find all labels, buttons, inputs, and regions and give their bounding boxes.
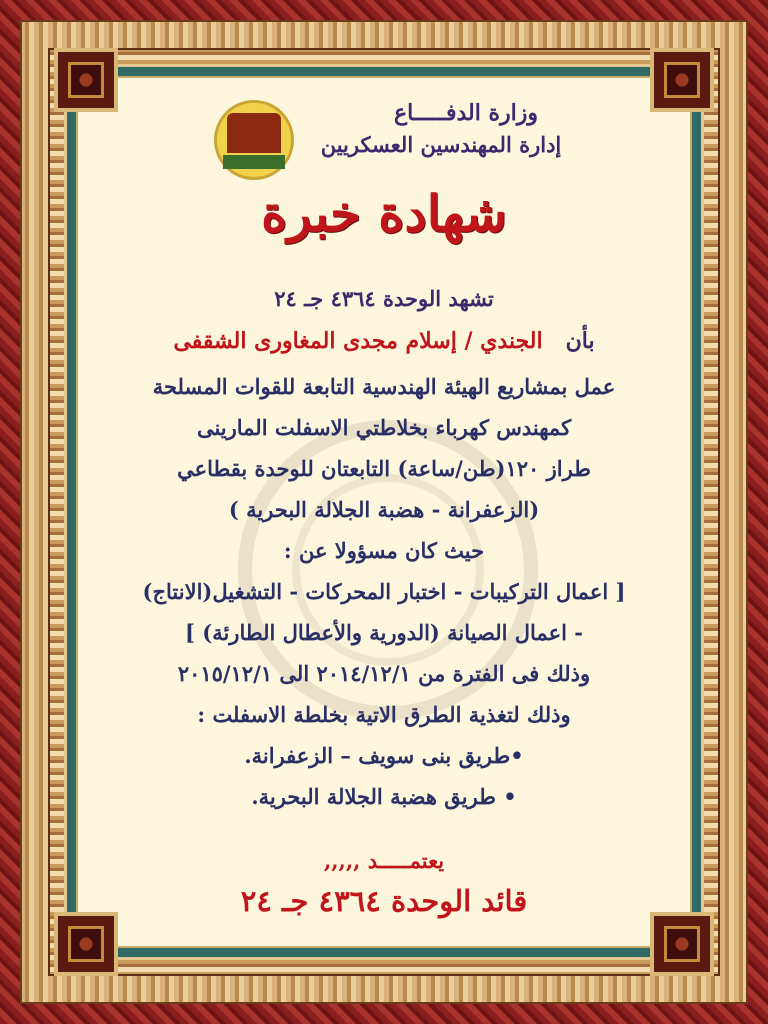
endorsement: يعتمـــــد ,,,,, (323, 848, 445, 873)
certificate-body (76, 366, 692, 817)
soldier-line (76, 328, 692, 354)
body-line: •طريق بنى سويف – الزعفرانة. (244, 743, 524, 768)
body-line: وذلك فى الفترة من ٢٠١٤/١٢/١ الى ٢٠١٥/١٢/١ (177, 661, 591, 686)
body-line: كمهندس كهرباء بخلاطتي الاسفلت المارينى (196, 415, 572, 440)
ministry-name: وزارة الدفـــــاع (393, 100, 539, 126)
body-line: حيث كان مسؤولا عن : (283, 538, 485, 563)
unit-statement: تشهد الوحدة ٤٣٦٤ جـ ٢٤ (274, 286, 494, 311)
certificate-title: شهادة خبرة (261, 184, 507, 243)
body-line: طراز ١٢٠(طن/ساعة) التابعتان للوحدة بقطاعي (177, 456, 591, 481)
body-line: [ اعمال التركيبات - اختبار المحركات - التشغيل(الانتاج) (142, 579, 626, 604)
soldier-name: الجندي / إسلام مجدى المغاورى الشقفى (173, 328, 543, 354)
soldier-prefix: بأن (565, 328, 595, 354)
body-line: • طريق هضبة الجلالة البحرية. (251, 784, 517, 809)
body-line: (الزعفرانة - هضبة الجلالة البحرية ) (228, 497, 540, 522)
body-line: - اعمال الصيانة (الدورية والأعطال الطارئة) ] (185, 620, 583, 645)
body-line: عمل بمشاريع الهيئة الهندسية التابعة للقوات المسلحة (152, 374, 616, 399)
certificate-content (76, 76, 692, 948)
commander-signature: قائد الوحدة ٤٣٦٤ جـ ٢٤ (240, 884, 528, 918)
body-line: وذلك لتغذية الطرق الاتية بخلطة الاسفلت : (197, 702, 571, 727)
department-name: إدارة المهندسين العسكريين (320, 132, 562, 157)
